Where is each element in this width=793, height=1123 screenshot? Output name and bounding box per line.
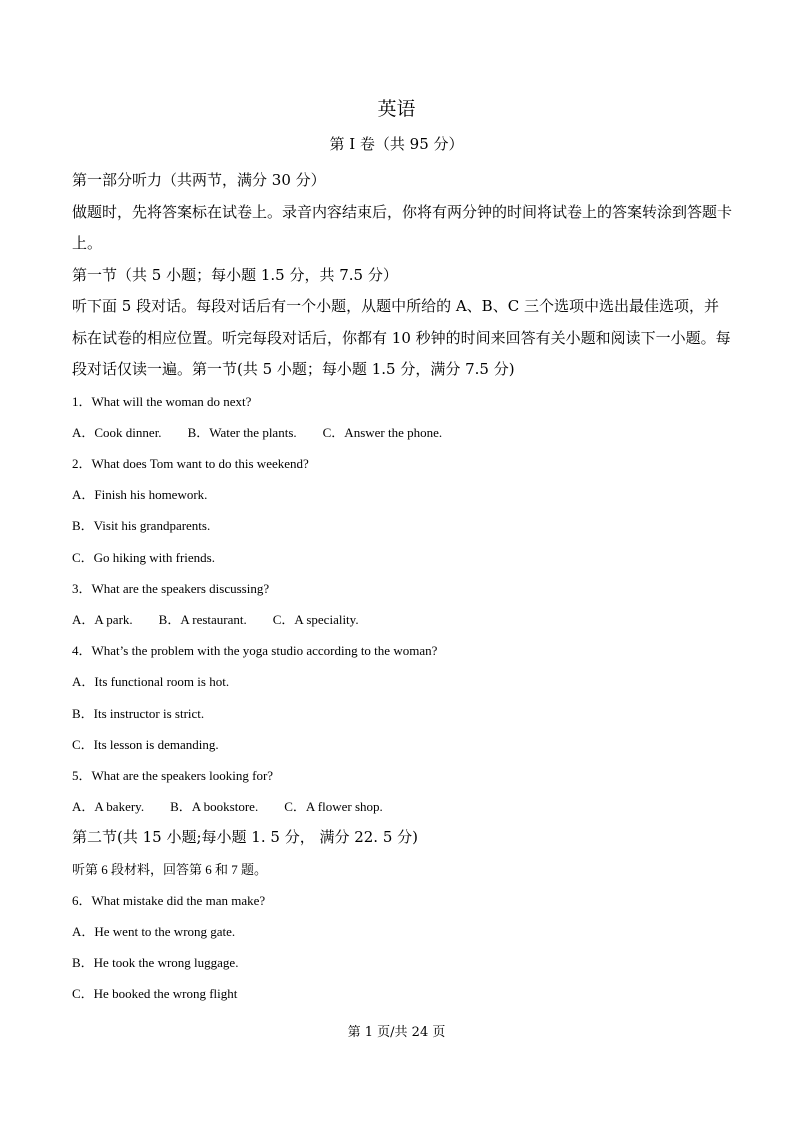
option-row [72,417,732,448]
section1-heading: 第一节（共 5 小题；每小题 1.5 分，共 7.5 分） [72,265,398,284]
question-list-section2 [72,885,732,1010]
option-row [72,791,732,822]
answer-option: C．A flower shop. [284,799,383,815]
part1-heading: 第一部分听力（共两节，满分 30 分） [72,171,326,189]
answer-option: B．A restaurant. [158,611,247,627]
question-stem: 2．What does Tom want to do this weekend? [72,455,309,471]
answer-option: B．Visit his grandparents. [72,518,211,534]
question-stem: 1．What will the woman do next? [72,393,252,409]
answer-option: C．He booked the wrong flight [72,986,238,1002]
question-stem: 6．What mistake did the man make? [72,892,266,908]
answer-option: C．Its lesson is demanding. [72,736,219,752]
question-stem: 5．What are the speakers looking for? [72,767,274,783]
question-stem: 4．What’s the problem with the yoga studio according to the woman? [72,643,438,659]
answer-option: A．A park. [72,611,133,627]
page-subtitle: 第 I 卷（共 95 分） [329,135,464,153]
answer-option: B．Its instructor is strict. [72,705,205,721]
answer-option: B．Water the plants. [187,424,297,440]
section2-heading: 第二节(共 15 小题;每小题 1. 5 分， 满分 22. 5 分) [72,828,419,847]
answer-option: A．Finish his homework. [72,487,208,503]
question-stem: 3．What are the speakers discussing? [72,580,270,596]
page-number: 第 1 页/共 24 页 [347,1025,446,1040]
section1-instruction: 听下面 5 段对话。每段对话后有一个小题，从题中所给的 A、B、C 三个选项中选出最佳选项，并标在试卷的相应位置。听完每段对话后，你都有 10 秒钟的时间来回答有关小题和阅读下一小题。每段对话仅读一遍。第一节(共 5 小题；每小题 1.5 分，满分 7.5 分) [72,297,731,378]
question-list-section1 [72,386,732,823]
answer-option: C．Answer the phone. [322,424,443,440]
part1-instruction: 做题时，先将答案标在试卷上。录音内容结束后，你将有两分钟的时间将试卷上的答案转涂到答题卡上。 [72,202,733,252]
answer-option: B．A bookstore. [170,799,259,815]
answer-option: C．A speciality. [272,611,359,627]
answer-option: A．He went to the wrong gate. [72,924,236,940]
answer-option: C．Go hiking with friends. [72,549,215,565]
section2-instruction: 听第 6 段材料，回答第 6 和 7 题。 [72,861,268,877]
answer-option: A．Cook dinner. [72,424,162,440]
answer-option: B．He took the wrong luggage. [72,955,239,971]
answer-option: A．A bakery. [72,799,145,815]
page-title: 英语 [377,98,416,120]
option-row [72,604,732,635]
exam-content [72,165,732,1010]
answer-option: A．Its functional room is hot. [72,674,230,690]
